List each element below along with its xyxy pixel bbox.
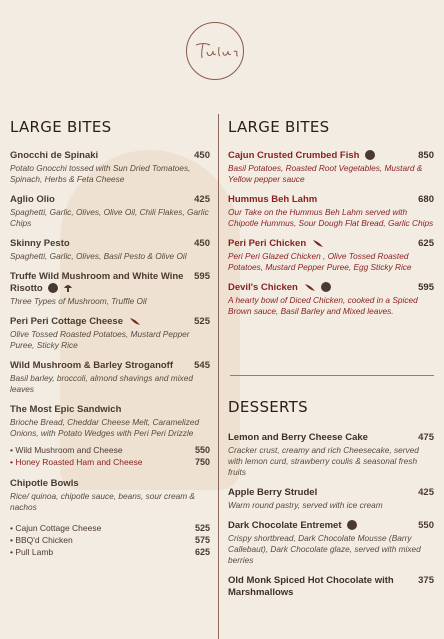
section-divider	[230, 375, 434, 376]
item-name: Gnocchi de Spinaki	[10, 150, 99, 161]
menu-item	[10, 316, 210, 351]
menu-item	[10, 238, 210, 262]
item-name: Dark Chocolate Entremet	[228, 520, 342, 531]
item-name: Wild Mushroom & Barley Stroganoff	[10, 360, 174, 371]
menu-item	[228, 282, 434, 317]
item-name-wrap	[228, 520, 357, 532]
truffle-icon	[48, 283, 58, 293]
item-name: Skinny Pesto	[10, 238, 70, 249]
menu-item	[228, 487, 434, 511]
item-name: Apple Berry Strudel	[228, 487, 318, 498]
chili-icon	[304, 282, 316, 292]
mushroom-icon	[63, 283, 73, 293]
item-description: Olive Tossed Roasted Potatoes, Mustard Pepper Puree, Sticky Rice	[10, 329, 190, 350]
menu-item	[10, 360, 210, 395]
item-name: Lemon and Berry Cheese Cake	[228, 432, 368, 443]
menu-item	[228, 194, 434, 229]
section-title-large-bites-left: LARGE BITES	[10, 118, 112, 136]
item-name-wrap	[228, 150, 375, 162]
section-title-desserts: DESSERTS	[228, 398, 308, 416]
menu-item	[10, 404, 210, 468]
tulum-logo	[186, 22, 244, 80]
menu-item	[10, 271, 210, 307]
item-name: Old Monk Spiced Hot Chocolate with Marshmallows	[228, 575, 394, 598]
logo-script	[190, 39, 240, 63]
item-description: Warm round pastry, served with ice cream	[228, 500, 383, 510]
item-description: Basil Potatoes, Roasted Root Vegetables, Mustard & Yellow pepper sauce	[228, 163, 423, 184]
chef-special-icon	[321, 282, 331, 292]
chili-icon	[312, 238, 324, 248]
menu-item	[10, 194, 210, 229]
chipotle-options	[10, 522, 210, 558]
option-label: • BBQ'd Chicken	[10, 535, 73, 545]
menu-item	[10, 478, 210, 558]
item-price: 850	[418, 150, 434, 161]
right-column	[228, 118, 434, 326]
item-description: Our Take on the Hummus Beh Lahm served with Chipotle Hummus, Sour Dough Flat Bread, Garlic Chips	[228, 207, 434, 228]
item-description: Peri Peri Glazed Chicken , Olive Tossed Roasted Potatoes, Mustard Pepper Puree, Egg Sticky Rice	[228, 251, 412, 272]
option-price: 525	[194, 523, 210, 533]
item-name: Chipotle Bowls	[10, 478, 79, 489]
option-label: • Cajun Cottage Cheese	[10, 523, 102, 533]
item-description: Spaghetti, Garlic, Olives, Olive Oil, Chili Flakes, Garlic Chips	[10, 207, 209, 228]
option-row	[10, 546, 210, 558]
menu-item	[228, 575, 434, 599]
item-price: 595	[418, 282, 434, 293]
menu-item	[228, 520, 434, 566]
item-name: Peri Peri Cottage Cheese	[10, 316, 123, 327]
section-title-large-bites-right: LARGE BITES	[228, 118, 330, 136]
item-name-wrap	[10, 271, 188, 295]
item-description: Three Types of Mushroom, Truffle Oil	[10, 296, 147, 306]
item-price: 595	[194, 271, 210, 282]
item-description: Spaghetti, Garlic, Olives, Basil Pesto & Olive Oil	[10, 251, 187, 261]
option-row	[10, 522, 210, 534]
option-row	[10, 534, 210, 546]
menu-item	[228, 238, 434, 273]
sandwich-options	[10, 444, 210, 468]
item-description: Cracker crust, creamy and rich Cheesecake, served with lemon curd, strawberry coulis & seasonal fresh fruits	[228, 445, 419, 477]
option-row	[10, 444, 210, 456]
chef-special-icon	[365, 150, 375, 160]
item-price: 475	[418, 432, 434, 443]
item-name: Truffe Wild Mushroom and White Wine Risotto	[10, 271, 184, 294]
left-column	[10, 118, 210, 567]
item-name-wrap	[228, 282, 331, 294]
item-description: Potato Gnocchi tossed with Sun Dried Tomatoes, Spinach, Herbs & Feta Cheese	[10, 163, 191, 184]
item-price: 680	[418, 194, 434, 205]
item-price: 545	[194, 360, 210, 371]
desserts-list	[228, 432, 434, 608]
item-price: 450	[194, 150, 210, 161]
option-label: • Pull Lamb	[10, 547, 54, 557]
menu-item	[228, 432, 434, 478]
item-name: Peri Peri Chicken	[228, 238, 307, 249]
chef-special-icon	[347, 520, 357, 530]
chili-icon	[129, 316, 141, 326]
option-price: 550	[194, 445, 210, 455]
item-name: Devil's Chicken	[228, 282, 298, 293]
item-description: Rice/ quinoa, chipotle sauce, beans, sour cream & nachos	[10, 491, 195, 512]
option-row	[10, 456, 210, 468]
item-description: A hearty bowl of Diced Chicken, cooked in a Spiced Brown sauce, Basil Barley and Mixed leaves.	[228, 295, 418, 316]
item-name: Hummus Beh Lahm	[228, 194, 318, 205]
option-label: • Wild Mushroom and Cheese	[10, 445, 123, 455]
item-price: 550	[418, 520, 434, 531]
item-description: Brioche Bread, Cheddar Cheese Melt, Caramelized Onions, with Potato Wedges with Peri Peri Drizzle	[10, 417, 200, 438]
column-divider	[218, 114, 219, 639]
option-price: 575	[194, 535, 210, 545]
option-price: 625	[194, 547, 210, 557]
item-name: Cajun Crusted Crumbed Fish	[228, 150, 360, 161]
item-name-wrap	[10, 316, 141, 328]
item-price: 625	[418, 238, 434, 249]
item-name: The Most Epic Sandwich	[10, 404, 122, 415]
item-price: 425	[418, 487, 434, 498]
item-description: Basil barley, broccoli, almond shavings and mixed leaves	[10, 373, 193, 394]
item-price: 525	[194, 316, 210, 327]
menu-item	[10, 150, 210, 185]
item-price: 425	[194, 194, 210, 205]
item-price: 450	[194, 238, 210, 249]
item-price: 375	[418, 575, 434, 586]
option-price: 750	[194, 457, 210, 467]
menu-item	[228, 150, 434, 185]
item-description: Crispy shortbread, Dark Chocolate Mousse (Barry Callebaut), Dark Chocolate glaze, served with mixed berries	[228, 533, 421, 565]
option-label: • Honey Roasted Ham and Cheese	[10, 457, 143, 467]
item-name-wrap	[228, 238, 324, 250]
item-name: Aglio Olio	[10, 194, 55, 205]
